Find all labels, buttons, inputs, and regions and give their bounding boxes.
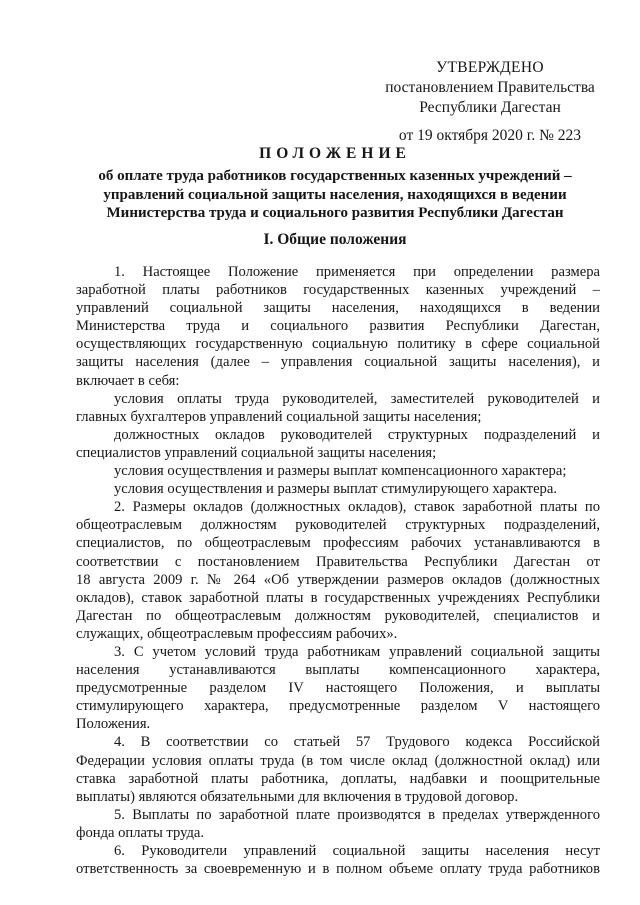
approval-line-1: постановлением Правительства <box>385 79 595 96</box>
body-line: 1. Настоящее Положение применяется при определении размера <box>114 264 600 280</box>
section-heading: I. Общие положения <box>263 231 407 248</box>
subtitle-line: управлений социальной защиты населения, находящихся в ведении <box>103 186 567 203</box>
body-line: Министерства труда и социального развития Республики Дагестан, <box>76 318 600 335</box>
subtitle-line: Министерства труда и социального развития Республики Дагестан <box>106 205 564 221</box>
body-line: Положения. <box>76 716 151 733</box>
body-line: заработной платы работников государственных казенных учреждений – <box>76 282 600 299</box>
body-line: защиты населения (далее – управления социальной защиты населения), и <box>76 354 600 371</box>
body-line: соответствии с постановлением Правительства Республики Дагестан от <box>76 553 600 570</box>
body-line: окладов), ставок заработной платы в государственных учреждениях Республики <box>76 589 600 606</box>
body-line: 18 августа 2009 г. № 264 «Об утверждении размеров окладов (должностных <box>76 571 600 588</box>
body-line: осуществляющих государственную социальную политику в сфере социальной <box>76 336 600 353</box>
approval-line-2: Республики Дагестан <box>419 99 561 116</box>
body-line: 6. Руководители управлений социальной защиты населения несут <box>114 843 600 859</box>
body-line: должностных окладов руководителей структурных подразделений и <box>114 426 600 443</box>
body-line: специалистов, по общеотраслевым профессиям рабочих устанавливаются в <box>76 535 600 552</box>
body-line: управлений социальной защиты населения, находящихся в ведении <box>76 300 600 317</box>
approval-date: от 19 октября 2020 г. № 223 <box>398 127 582 144</box>
body-line: условия осуществления и размеры выплат стимулирующего характера. <box>114 481 557 498</box>
body-text <box>76 263 600 878</box>
body-line: 3. С учетом условий труда работникам управлений социальной защиты <box>114 643 600 660</box>
body-line: населения устанавливаются выплаты компенсационного характера, <box>76 662 600 679</box>
body-line: служащих, общеотраслевым профессиям рабочих». <box>76 625 398 642</box>
body-line: специалистов управлений социальной защиты населения; <box>76 444 437 461</box>
document-subtitle <box>70 167 600 223</box>
approval-stamp: УТВЕРЖДЕНО <box>436 59 544 76</box>
body-line: фонда оплаты труда. <box>76 824 205 841</box>
approval-block <box>380 58 600 146</box>
body-line: условия осуществления и размеры выплат компенсационного характера; <box>114 463 567 480</box>
body-line: 5. Выплаты по заработной плате производятся в пределах утвержденного <box>114 806 600 823</box>
body-line: 2. Размеры окладов (должностных окладов), ставок заработной платы по <box>114 499 600 516</box>
document-title: ПОЛОЖЕНИЕ <box>259 145 411 162</box>
body-line: условия оплаты труда руководителей, заместителей руководителей и <box>114 390 600 407</box>
body-line: ответственность за своевременную и в полном объеме оплату труда работников <box>76 861 600 878</box>
body-line: главных бухгалтеров управлений социальной защиты населения; <box>76 408 482 425</box>
body-line: общеотраслевым должностям руководителей структурных подразделений, <box>76 517 600 534</box>
body-line: включает в себя: <box>76 372 180 389</box>
body-line: ставка заработной платы работника, доплаты, надбавки и поощрительные <box>76 770 600 787</box>
body-line: Дагестан по общеотраслевым должностям руководителей, специалистов и <box>76 607 600 624</box>
body-line: 4. В соответствии со статьей 57 Трудового кодекса Российской <box>114 734 600 751</box>
body-line: Федерации условия оплаты труда (в том числе оклад (должностной оклад) или <box>76 752 600 769</box>
body-line: выплаты) являются обязательными для включения в трудовой договор. <box>76 788 519 805</box>
body-line: предусмотренные разделом IV настоящего Положения, и выплаты <box>76 680 600 697</box>
subtitle-line: об оплате труда работников государственных казенных учреждений – <box>98 168 572 184</box>
body-line: стимулирующего характера, предусмотренные разделом V настоящего <box>76 698 600 715</box>
